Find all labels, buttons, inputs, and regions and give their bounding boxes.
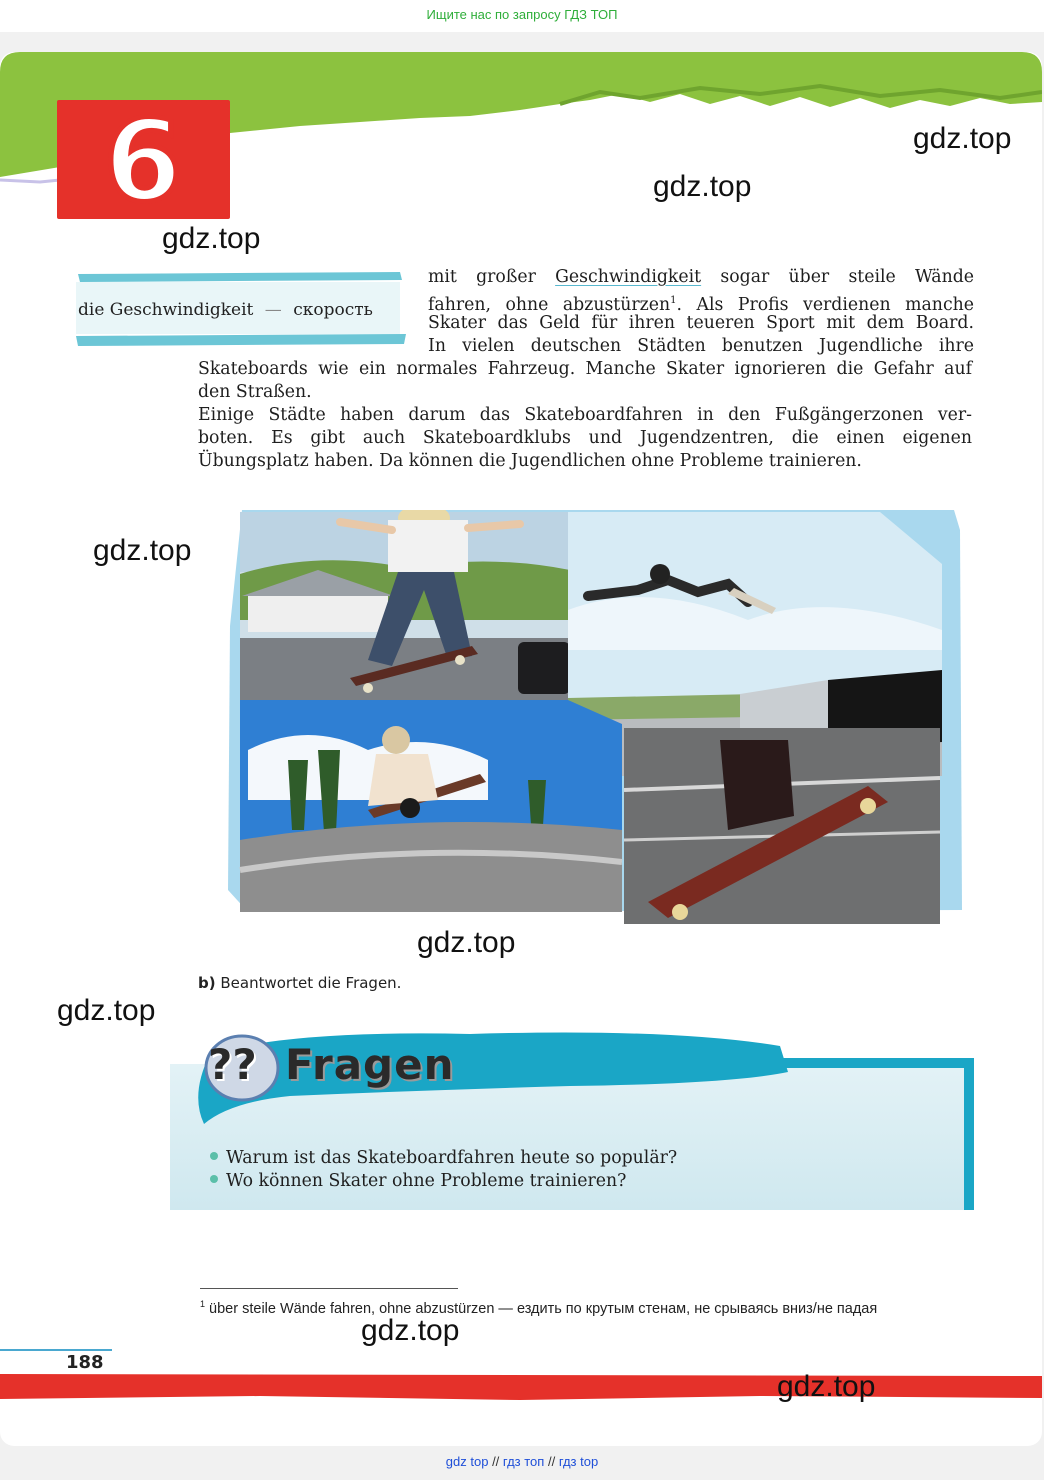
task-text: Beantwortet die Fragen. — [220, 974, 402, 992]
page-number: 188 — [66, 1352, 104, 1373]
paragraph-line: Skater das Geld für ihren teueren Sport mit dem Board. — [428, 313, 974, 333]
photo-board-closeup — [624, 728, 940, 924]
vocab-entry — [78, 300, 373, 320]
footer-separator: // — [492, 1454, 500, 1469]
footer-separator: // — [547, 1454, 556, 1469]
vocab-dash: — — [264, 300, 282, 320]
vocab-term: die Geschwindigkeit — [78, 300, 254, 320]
question-text: Wo können Skater ohne Probleme trainieren? — [226, 1171, 627, 1191]
question-text: Warum ist das Skateboardfahren heute so populär? — [226, 1148, 678, 1168]
footer-link[interactable]: gdz top — [445, 1454, 489, 1469]
chapter-number: 6 — [104, 100, 182, 219]
paragraph-line: Einige Städte haben darum das Skateboardfahren in den Fußgängerzonen ver- — [198, 405, 972, 425]
paragraph-line: boten. Es gibt auch Skateboardklubs und Jugendzentren, die einen eigenen — [198, 428, 972, 448]
underlined-word: Geschwindigkeit — [555, 267, 702, 287]
fragen-title: Fragen — [285, 1040, 455, 1089]
footnote-text: über steile Wände fahren, ohne abzustürzen — ездить по крутым стенам, не срываясь вниз/не падая — [209, 1300, 878, 1317]
chapter-number-box — [57, 100, 230, 219]
text-span: sogar über steile Wände — [701, 267, 974, 287]
bullet-icon — [210, 1175, 218, 1183]
paragraph-line: den Straßen. — [198, 382, 312, 402]
page-number-rule — [0, 1349, 112, 1351]
footnote — [200, 1294, 974, 1319]
footer-link[interactable]: гдз top — [558, 1454, 599, 1469]
paragraph-line: Übungsplatz haben. Da können die Jugendlichen ohne Probleme trainieren. — [198, 451, 862, 471]
task-letter: b) — [198, 974, 216, 992]
watermark: gdz.top — [162, 222, 261, 255]
task-instruction — [198, 974, 401, 992]
footer-links — [0, 1448, 1044, 1480]
footnote-rule — [200, 1288, 458, 1289]
paragraph-line — [428, 266, 974, 289]
text-span: . Als Profis verdienen manche — [676, 294, 974, 315]
textbook-page — [0, 52, 1042, 1446]
question-marks: ?? — [208, 1040, 257, 1089]
text-span: mit großer — [428, 267, 556, 287]
photo-bowl-skater — [240, 700, 622, 912]
watermark: gdz.top — [913, 122, 1012, 155]
bullet-icon — [210, 1152, 218, 1160]
question-item — [210, 1148, 677, 1168]
vocab-translation: скорость — [293, 300, 373, 320]
search-hint-bar — [0, 0, 1044, 32]
search-hint-text: Ищите нас по запросу ГДЗ ТОП — [426, 7, 618, 22]
text-span: fahren, ohne abzustürzen — [428, 294, 671, 315]
watermark: gdz.top — [417, 926, 516, 959]
red-footer-band — [0, 1372, 1042, 1402]
watermark: gdz.top — [653, 170, 752, 203]
watermark: gdz.top — [777, 1370, 876, 1403]
watermark: gdz.top — [361, 1314, 460, 1347]
footnote-marker: 1 — [670, 295, 677, 306]
paragraph-line: In vielen deutschen Städten benutzen Jugendliche ihre — [428, 336, 974, 356]
photo-street-skater — [240, 510, 570, 702]
watermark: gdz.top — [57, 994, 156, 1027]
paragraph-line: Skateboards wie ein normales Fahrzeug. Manche Skater ignorieren die Gefahr auf — [198, 359, 972, 379]
footnote-number: 1 — [200, 1299, 206, 1309]
footer-link[interactable]: гдз топ — [502, 1454, 545, 1469]
watermark: gdz.top — [93, 534, 192, 567]
chapter-number-glyph-frame — [57, 100, 230, 219]
skateboard-photo-collage — [228, 510, 962, 926]
question-item — [210, 1171, 626, 1191]
